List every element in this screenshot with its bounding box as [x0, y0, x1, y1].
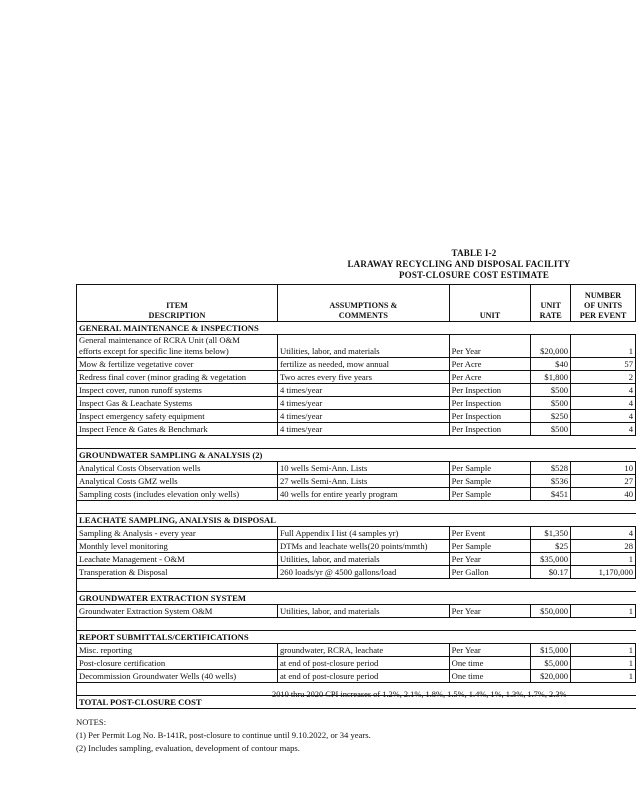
- assumption-comment: Utilities, labor, and materials: [277, 335, 449, 358]
- spacer-cell: [571, 436, 636, 449]
- item-description: [77, 540, 278, 553]
- unit-type: Per Year: [449, 605, 531, 618]
- assumption-comment: 27 wells Semi-Ann. Lists: [277, 475, 449, 488]
- spacer-cell: [277, 436, 449, 449]
- item-description: [77, 553, 278, 566]
- spacer-cell: [449, 501, 531, 514]
- facility-name: LARAWAY RECYCLING AND DISPOSAL FACILITY: [347, 259, 571, 269]
- unit-type: Per Acre: [449, 371, 531, 384]
- spacer-cell: [571, 501, 636, 514]
- unit-type: Per Year: [449, 335, 531, 358]
- total-label: TOTAL POST-CLOSURE COST: [77, 696, 636, 709]
- unit-type: Per Event: [449, 527, 531, 540]
- table-row: [77, 670, 636, 683]
- assumption-comment: Utilities, labor, and materials: [277, 605, 449, 618]
- unit-type: Per Year: [449, 644, 531, 657]
- col-header-units: NUMBER OF UNITS PER EVENT: [571, 285, 636, 322]
- table-row: [77, 371, 636, 384]
- item-description: [77, 410, 278, 423]
- unit-rate: $25: [531, 540, 571, 553]
- units-per-event: 28: [571, 540, 636, 553]
- section-title: GROUNDWATER EXTRACTION SYSTEM: [77, 592, 636, 605]
- units-per-event: 1: [571, 657, 636, 670]
- spacer-cell: [277, 501, 449, 514]
- description-line: Mow & fertilize vegetative cover: [79, 358, 194, 369]
- units-per-event: 1: [571, 605, 636, 618]
- spacer-cell: [531, 579, 571, 592]
- table-row: [77, 475, 636, 488]
- table-row: [77, 540, 636, 553]
- assumption-comment: 260 loads/yr @ 4500 gallons/load: [277, 566, 449, 579]
- units-per-event: 4: [571, 423, 636, 436]
- table-row: [77, 553, 636, 566]
- unit-rate: $5,000: [531, 657, 571, 670]
- item-description: [77, 644, 278, 657]
- section-title: REPORT SUBMITTALS/CERTIFICATIONS: [77, 631, 636, 644]
- unit-type: One time: [449, 657, 531, 670]
- description-line: Inspect cover, runon runoff systems: [79, 384, 202, 395]
- section-header-row: [77, 592, 636, 605]
- table-body: [77, 322, 636, 709]
- description-line: Transperation & Disposal: [79, 566, 168, 577]
- notes: [76, 716, 371, 755]
- table-row: [77, 410, 636, 423]
- assumption-comment: Two acres every five years: [277, 371, 449, 384]
- unit-rate: $35,000: [531, 553, 571, 566]
- units-per-event: 27: [571, 475, 636, 488]
- unit-type: Per Sample: [449, 540, 531, 553]
- unit-rate: $20,000: [531, 670, 571, 683]
- cpi-note: 2010 thru 2020 CPI increases of 1.2%, 2.1%, 1.8%, 1.5%, 1.4%, 1%, 1.3%, 1.7%, 2.3%: [272, 690, 567, 699]
- assumption-comment: 4 times/year: [277, 410, 449, 423]
- unit-rate: $40: [531, 358, 571, 371]
- assumption-comment: at end of post-closure period: [277, 657, 449, 670]
- col-header-item: ITEM DESCRIPTION: [77, 285, 278, 322]
- table-header-row: [77, 285, 636, 322]
- item-description: [77, 462, 278, 475]
- description-line: Redress final cover (minor grading & vegetation: [79, 371, 247, 382]
- section-title: GROUNDWATER SAMPLING & ANALYSIS (2): [77, 449, 636, 462]
- description-line: General maintenance of RCRA Unit (all O&M: [79, 335, 240, 345]
- table-row: [77, 384, 636, 397]
- assumption-comment: 10 wells Semi-Ann. Lists: [277, 462, 449, 475]
- description-line: Sampling & Analysis - every year: [79, 527, 196, 538]
- unit-type: Per Sample: [449, 475, 531, 488]
- units-per-event: 4: [571, 384, 636, 397]
- units-per-event: 10: [571, 462, 636, 475]
- description-line: Inspect emergency safety equipment: [79, 410, 205, 421]
- table-row: [77, 644, 636, 657]
- unit-rate: $451: [531, 488, 571, 501]
- table-row: [77, 605, 636, 618]
- spacer-cell: [277, 618, 449, 631]
- section-title: LEACHATE SAMPLING, ANALYSIS & DISPOSAL: [77, 514, 636, 527]
- spacer-cell: [77, 579, 278, 592]
- item-description: [77, 657, 278, 670]
- unit-type: Per Acre: [449, 358, 531, 371]
- item-description: [77, 670, 278, 683]
- item-description: [77, 566, 278, 579]
- description-line: Leachate Management - O&M: [79, 553, 185, 564]
- unit-type: Per Inspection: [449, 410, 531, 423]
- table-row: [77, 423, 636, 436]
- unit-type: Per Inspection: [449, 423, 531, 436]
- description-line: Inspect Fence & Gates & Benchmark: [79, 423, 208, 434]
- description-line: Sampling costs (includes elevation only wells): [79, 488, 240, 499]
- unit-rate: $1,800: [531, 371, 571, 384]
- item-description: [77, 335, 278, 358]
- spacer-cell: [449, 436, 531, 449]
- description-line: Analytical Costs GMZ wells: [79, 475, 178, 486]
- table-row: [77, 566, 636, 579]
- item-description: [77, 605, 278, 618]
- section-header-row: [77, 631, 636, 644]
- table-number: TABLE I-2: [451, 248, 497, 258]
- assumption-comment: fertilize as needed, mow annual: [277, 358, 449, 371]
- item-description: [77, 423, 278, 436]
- spacer-cell: [277, 579, 449, 592]
- unit-type: Per Inspection: [449, 397, 531, 410]
- table-row: [77, 657, 636, 670]
- spacer-row: [77, 501, 636, 514]
- item-description: [77, 527, 278, 540]
- col-header-rate: UNIT RATE: [531, 285, 571, 322]
- spacer-row: [77, 618, 636, 631]
- unit-rate: $500: [531, 397, 571, 410]
- table-row: [77, 488, 636, 501]
- assumption-comment: 4 times/year: [277, 423, 449, 436]
- units-per-event: 4: [571, 410, 636, 423]
- table-row: [77, 358, 636, 371]
- item-description: [77, 488, 278, 501]
- description-line: Decommission Groundwater Wells (40 wells): [79, 670, 237, 681]
- assumption-comment: 4 times/year: [277, 384, 449, 397]
- note-1: (1) Per Permit Log No. B-141R, post-closure to continue until 9.10.2022, or 34 years.: [76, 730, 371, 740]
- assumption-comment: 4 times/year: [277, 397, 449, 410]
- units-per-event: 57: [571, 358, 636, 371]
- units-per-event: 1: [571, 644, 636, 657]
- description-line: Groundwater Extraction System O&M: [79, 605, 213, 616]
- assumption-comment: 40 wells for entire yearly program: [277, 488, 449, 501]
- col-header-unit: UNIT: [449, 285, 531, 322]
- description-line: Misc. reporting: [79, 644, 132, 655]
- section-header-row: [77, 514, 636, 527]
- spacer-row: [77, 436, 636, 449]
- unit-rate: $0.17: [531, 566, 571, 579]
- spacer-row: [77, 579, 636, 592]
- unit-type: Per Year: [449, 553, 531, 566]
- unit-rate: $528: [531, 462, 571, 475]
- item-description: [77, 384, 278, 397]
- units-per-event: 4: [571, 527, 636, 540]
- unit-type: Per Inspection: [449, 384, 531, 397]
- spacer-cell: [77, 501, 278, 514]
- unit-type: Per Gallon: [449, 566, 531, 579]
- unit-rate: $50,000: [531, 605, 571, 618]
- description-line: Monthly level monitoring: [79, 540, 168, 551]
- unit-rate: $15,000: [531, 644, 571, 657]
- unit-type: Per Sample: [449, 488, 531, 501]
- spacer-cell: [449, 618, 531, 631]
- spacer-cell: [571, 683, 636, 696]
- assumption-comment: groundwater, RCRA, leachate: [277, 644, 449, 657]
- assumption-comment: Full Appendix I list (4 samples yr): [277, 527, 449, 540]
- units-per-event: 2: [571, 371, 636, 384]
- unit-rate: $500: [531, 423, 571, 436]
- post-closure-cost-table: [76, 284, 636, 709]
- table-row: [77, 527, 636, 540]
- section-title: GENERAL MAINTENANCE & INSPECTIONS: [77, 322, 636, 335]
- table-row: [77, 462, 636, 475]
- item-description: [77, 475, 278, 488]
- table-title: POST-CLOSURE COST ESTIMATE: [398, 270, 550, 280]
- spacer-cell: [77, 683, 278, 696]
- units-per-event: 4: [571, 397, 636, 410]
- description-line: Analytical Costs Observation wells: [79, 462, 201, 473]
- description-line: Post-closure certification: [79, 657, 166, 668]
- table-row: [77, 335, 636, 358]
- units-per-event: 1,170,000: [571, 566, 636, 579]
- col-header-assumptions: ASSUMPTIONS & COMMENTS: [277, 285, 449, 322]
- section-header-row: [77, 322, 636, 335]
- units-per-event: 1: [571, 335, 636, 358]
- assumption-comment: Utilities, labor, and materials: [277, 553, 449, 566]
- item-description: [77, 371, 278, 384]
- spacer-cell: [571, 579, 636, 592]
- description-line: efforts except for specific line items below): [79, 346, 229, 356]
- units-per-event: 1: [571, 553, 636, 566]
- note-2: (2) Includes sampling, evaluation, development of contour maps.: [76, 743, 300, 753]
- unit-rate: $20,000: [531, 335, 571, 358]
- unit-rate: $250: [531, 410, 571, 423]
- spacer-cell: [77, 436, 278, 449]
- spacer-cell: [531, 618, 571, 631]
- spacer-cell: [571, 618, 636, 631]
- units-per-event: 40: [571, 488, 636, 501]
- unit-rate: $500: [531, 384, 571, 397]
- spacer-cell: [531, 501, 571, 514]
- units-per-event: 1: [571, 670, 636, 683]
- spacer-cell: [531, 436, 571, 449]
- unit-type: Per Sample: [449, 462, 531, 475]
- description-line: Inspect Gas & Leachate Systems: [79, 397, 193, 408]
- table-row: [77, 397, 636, 410]
- unit-rate: $1,350: [531, 527, 571, 540]
- section-header-row: [77, 449, 636, 462]
- assumption-comment: DTMs and leachate wells(20 points/mmth): [277, 540, 449, 553]
- item-description: [77, 397, 278, 410]
- notes-heading: NOTES:: [76, 717, 107, 727]
- unit-rate: $536: [531, 475, 571, 488]
- spacer-cell: [77, 618, 278, 631]
- unit-type: One time: [449, 670, 531, 683]
- spacer-cell: [449, 579, 531, 592]
- item-description: [77, 358, 278, 371]
- assumption-comment: at end of post-closure period: [277, 670, 449, 683]
